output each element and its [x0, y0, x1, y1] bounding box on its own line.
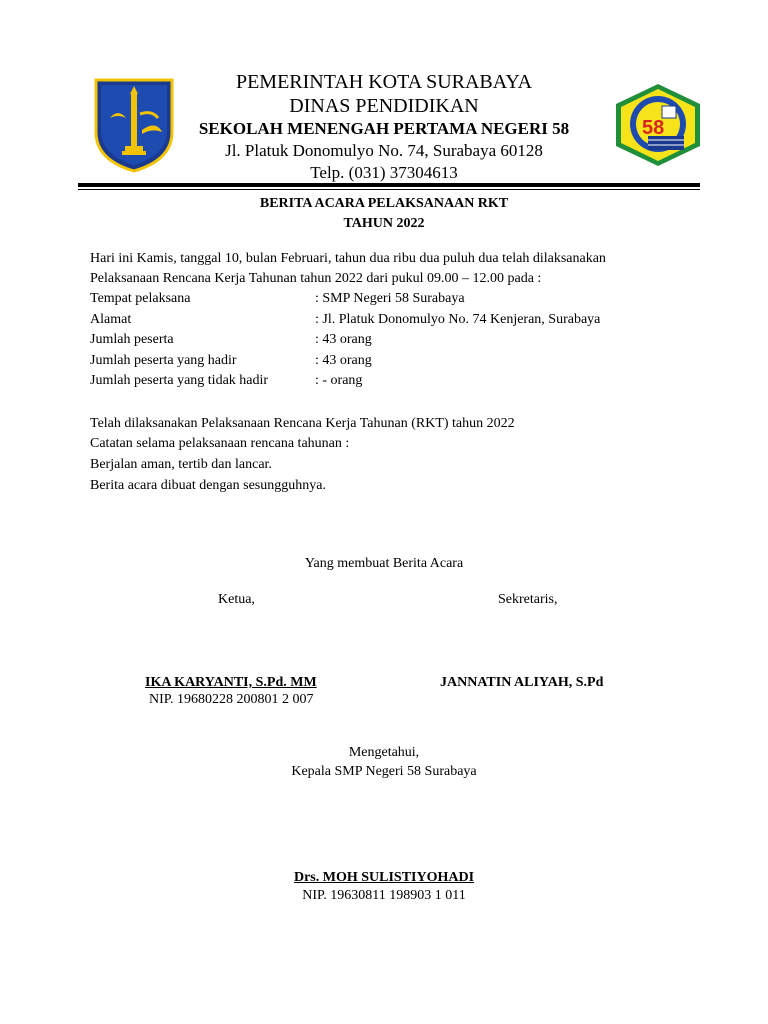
letterhead-rule-thick [78, 183, 700, 187]
letterhead [180, 70, 588, 184]
intro-line-1: Hari ini Kamis, tanggal 10, bulan Februari, tahun dua ribu dua puluh dua telah dilaksanakan [90, 251, 606, 266]
document-year: TAHUN 2022 [343, 216, 425, 231]
detail-value: : 43 orang [315, 353, 372, 368]
note-line: Berjalan aman, tertib dan lancar. [90, 457, 272, 472]
intro-line-2: Pelaksanaan Rencana Kerja Tahunan tahun 2022 dari pukul 09.00 – 12.00 pada : [90, 271, 542, 286]
svg-text:58: 58 [642, 117, 665, 139]
detail-label: Jumlah peserta [90, 332, 174, 347]
detail-label: Jumlah peserta yang tidak hadir [90, 373, 269, 388]
acknowledge-label: Mengetahui, [348, 745, 420, 760]
detail-value: : - orang [315, 373, 363, 388]
government-name: PEMERINTAH KOTA SURABAYA [235, 71, 533, 93]
document-title: BERITA ACARA PELAKSANAAN RKT [259, 196, 509, 211]
school-address: Jl. Platuk Donomulyo No. 74, Surabaya 60128 [225, 141, 543, 160]
note-line: Telah dilaksanakan Pelaksanaan Rencana Kerja Tahunan (RKT) tahun 2022 [90, 416, 515, 431]
detail-value: : Jl. Platuk Donomulyo No. 74 Kenjeran, Surabaya [315, 312, 601, 327]
secretary-name: JANNATIN ALIYAH, S.Pd [440, 675, 604, 690]
chair-role: Ketua, [218, 592, 255, 607]
detail-label: Tempat pelaksana [90, 291, 191, 306]
detail-value: : SMP Negeri 58 Surabaya [315, 291, 465, 306]
chair-nip: NIP. 19680228 200801 2 007 [149, 692, 314, 707]
school-phone: Telp. (031) 37304613 [310, 163, 458, 182]
detail-label: Alamat [90, 312, 132, 327]
headmaster-nip: NIP. 19630811 198903 1 011 [302, 888, 466, 903]
headmaster-name: Drs. MOH SULISTIYOHADI [293, 870, 475, 885]
headmaster-role: Kepala SMP Negeri 58 Surabaya [291, 764, 477, 779]
headmaster-name-wrap [0, 870, 768, 886]
surabaya-city-emblem-icon [92, 74, 176, 174]
detail-label: Jumlah peserta yang hadir [90, 353, 237, 368]
note-line: Berita acara dibuat dengan sesungguhnya. [90, 478, 326, 493]
letterhead-rule-thin [78, 189, 700, 190]
department-name: DINAS PENDIDIKAN [289, 95, 479, 117]
note-line: Catatan selama pelaksanaan rencana tahunan : [90, 436, 350, 451]
secretary-role: Sekretaris, [498, 592, 558, 607]
chair-name: IKA KARYANTI, S.Pd. MM [145, 675, 317, 690]
maker-heading: Yang membuat Berita Acara [304, 556, 464, 571]
smpn-58-emblem-icon [612, 82, 704, 168]
school-name: SEKOLAH MENENGAH PERTAMA NEGERI 58 [198, 119, 570, 138]
detail-value: : 43 orang [315, 332, 372, 347]
